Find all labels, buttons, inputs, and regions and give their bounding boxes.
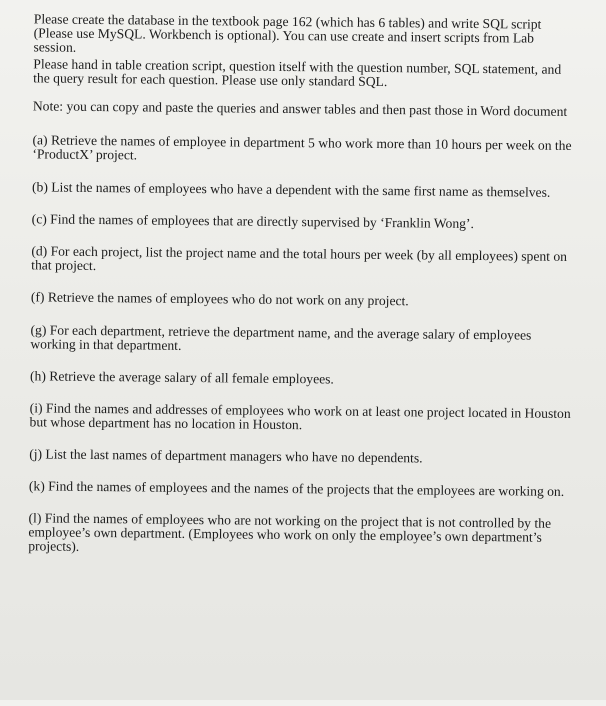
- question-f: (f) Retrieve the names of employees who do not work on any project.: [30, 289, 409, 309]
- question-k: (k) Find the names of employees and the names of the projects that the employees are working on.: [28, 478, 565, 499]
- instructions-paragraph: Please hand in table creation script, question itself with the question number, SQL statement, and the query result for each question. Please use only standard SQL.: [33, 55, 562, 89]
- question-d: (d) For each project, list the project name and the total hours per week (by all employees) spent on that project.: [31, 243, 568, 274]
- question-l: (l) Find the names of employees who are not working on the project that is not controlled by the employee’s own department. (Employees who work on only the employee’s own department’s projects).: [28, 510, 552, 555]
- question-g: (g) For each department, retrieve the department name, and the average salary of employees working in that department.: [30, 321, 532, 353]
- question-i: (i) Find the names and addresses of employees who work on at least one project located in Houston but whose department has no location in Houston.: [29, 400, 571, 433]
- question-c: (c) Find the names of employees that are directly supervised by ‘Franklin Wong’.: [31, 211, 475, 231]
- question-a: (a) Retrieve the names of employee in department 5 who work more than 10 hours per week on the ‘ProductX’ project.: [32, 132, 572, 163]
- intro-paragraph: Please create the database in the textbook page 162 (which has 6 tables) and write SQL script (Please use MySQL. Workbench is optional). You can use create and insert scripts from Lab session.: [33, 11, 542, 56]
- question-h: (h) Retrieve the average salary of all female employees.: [29, 368, 334, 387]
- note-paragraph: Note: you can copy and paste the queries and answer tables and then past those in Word document: [32, 98, 568, 119]
- question-j: (j) List the last names of department managers who have no dependents.: [29, 445, 423, 466]
- question-b: (b) List the names of employees who have a dependent with the same first name as themselves.: [31, 178, 551, 200]
